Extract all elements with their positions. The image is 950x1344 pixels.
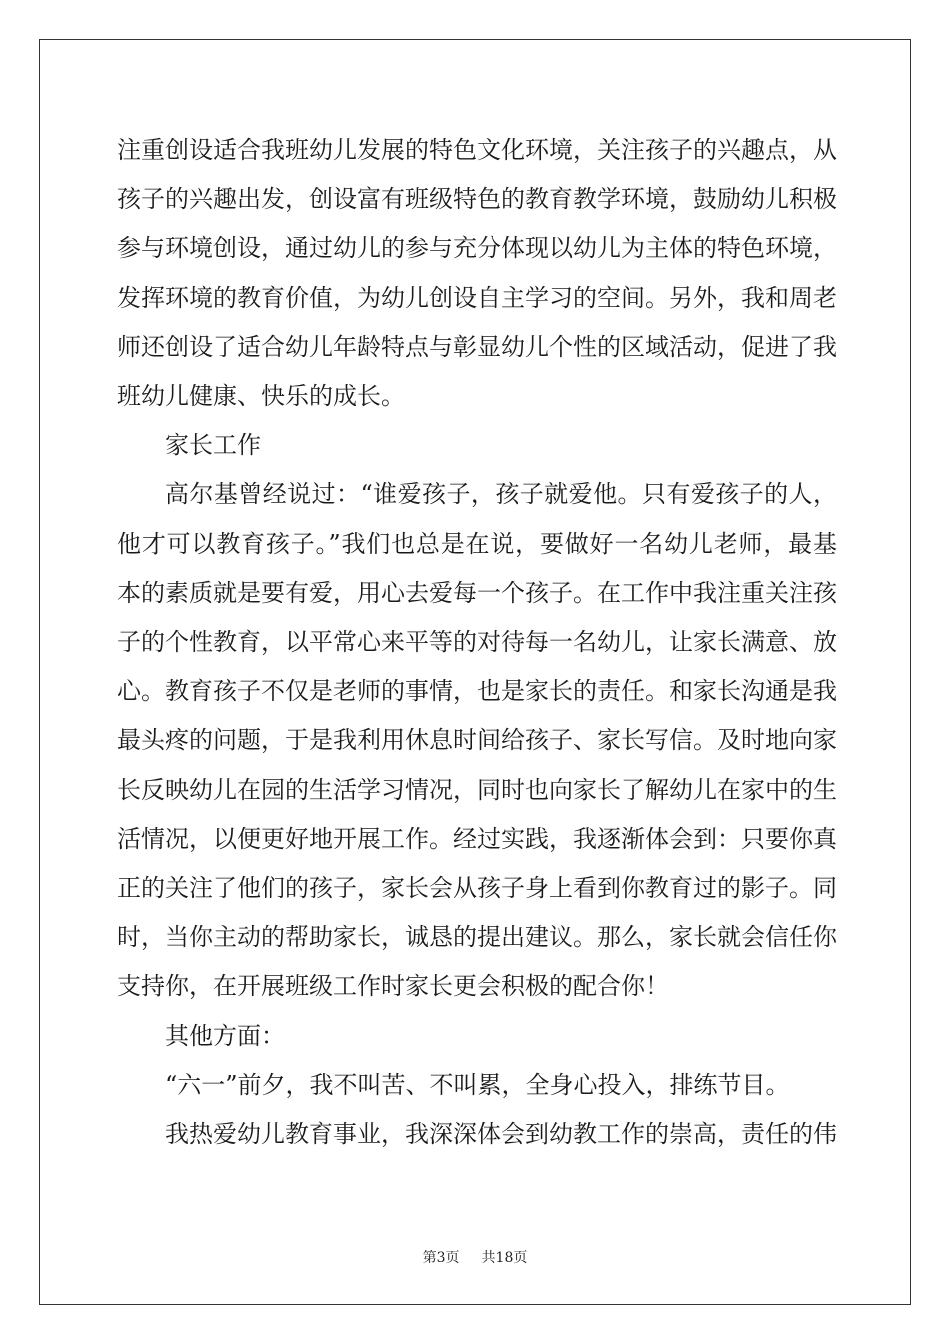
document-body <box>117 126 837 1159</box>
heading-other-aspects: 其他方面： <box>165 1021 285 1050</box>
paragraph-parent-work: 高尔基曾经说过：“谁爱孩子，孩子就爱他。只有爱孩子的人，他才可以教育孩子。”我们也总是在说，要做好一名幼儿老师，最基本的素质就是要有爱，用心去爱每一个孩子。在工作中我注重关注孩子的个性教育，以平常心来平等的对待每一名幼儿，让家长满意、放心。教育孩子不仅是老师的事情，也是家长的责任。和家长沟通是我最头疼的问题，于是我利用休息时间给孩子、家长写信。及时地向家长反映幼儿在园的生活学习情况，同时也向家长了解幼儿在家中的生活情况，以便更好地开展工作。经过实践，我逐渐体会到：只要你真正的关注了他们的孩子，家长会从孩子身上看到你教育过的影子。同时，当你主动的帮助家长，诚恳的提出建议。那么，家长就会信任你支持你，在开展班级工作时家长更会积极的配合你！ <box>117 480 837 1001</box>
paragraph-environment: 注重创设适合我班幼儿发展的特色文化环境，关注孩子的兴趣点，从孩子的兴趣出发，创设富有班级特色的教育教学环境，鼓励幼儿积极参与环境创设，通过幼儿的参与充分体现以幼儿为主体的特色环境，发挥环境的教育价值，为幼儿创设自主学习的空间。另外，我和周老师还创设了适合幼儿年龄特点与彰显幼儿个性的区域活动，促进了我班幼儿健康、快乐的成长。 <box>117 136 837 411</box>
paragraph-love-education: 我热爱幼儿教育事业，我深深体会到幼教工作的崇高，责任的伟 <box>165 1120 837 1149</box>
heading-parent-work: 家长工作 <box>165 431 261 460</box>
paragraph-children-day: “六一”前夕，我不叫苦、不叫累，全身心投入，排练节目。 <box>165 1070 790 1099</box>
page-footer <box>0 1247 950 1267</box>
page-number-total: 共18页 <box>481 1250 528 1266</box>
page-number-current: 第3页 <box>422 1250 460 1266</box>
